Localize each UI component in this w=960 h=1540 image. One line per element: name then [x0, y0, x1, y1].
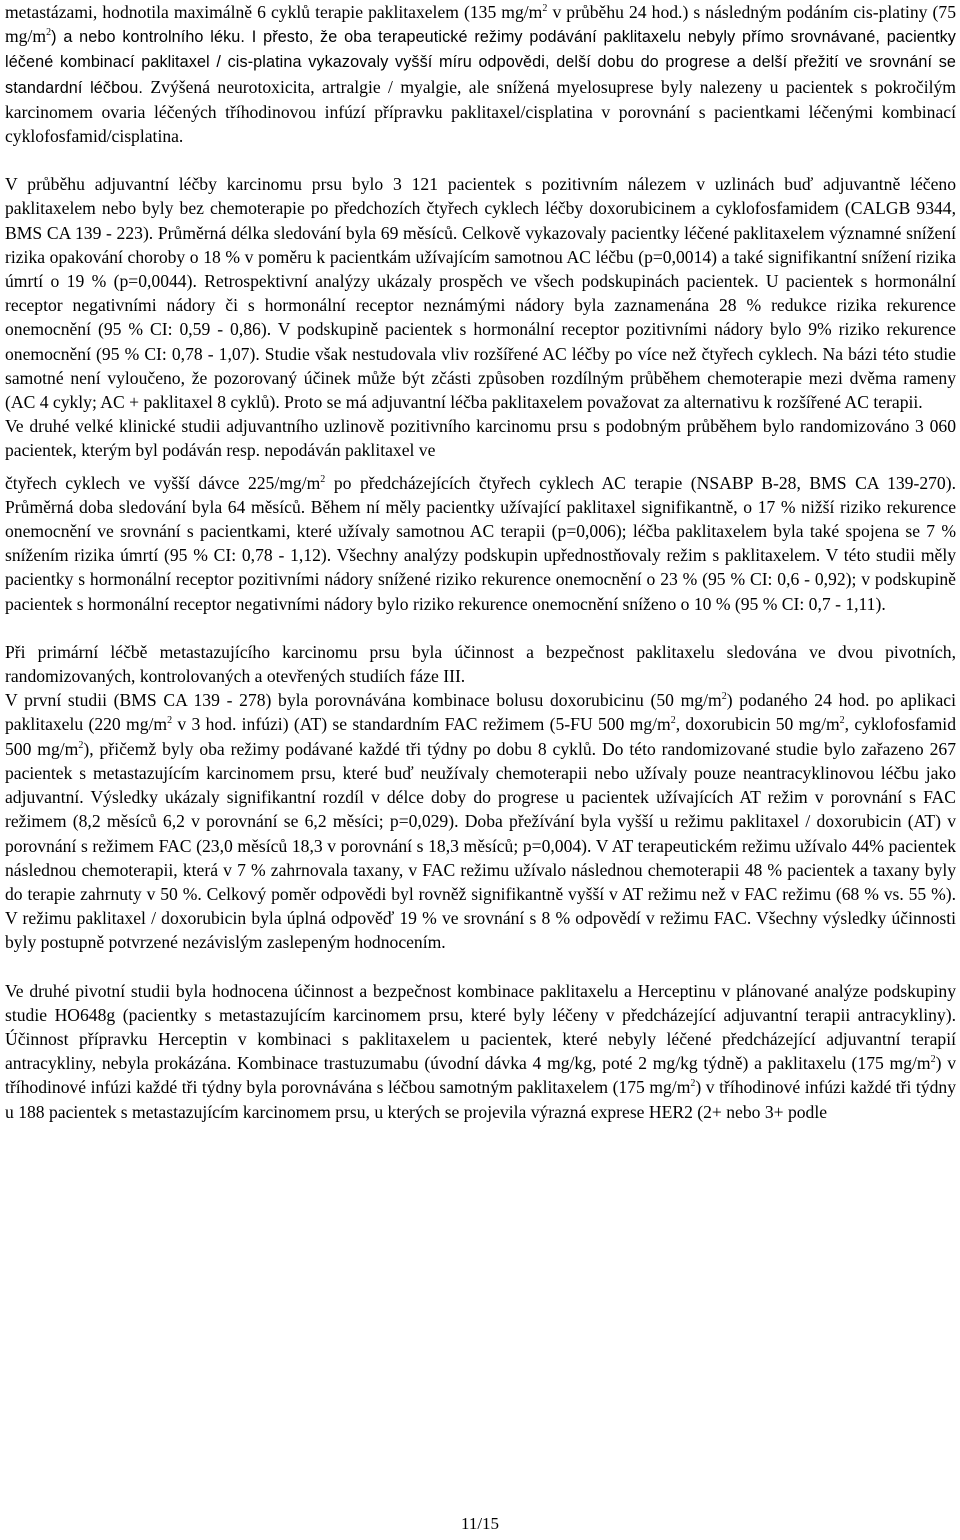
superscript: 2 — [721, 691, 727, 703]
paragraph-adjuvant-nsabp-cont — [5, 471, 956, 616]
text-span: V první studii (BMS CA 139 - 278) byla porovnávána kombinace bolusu doxorubicinu (50 mg/m — [5, 690, 722, 711]
page-number: 11/15 — [460, 1514, 500, 1533]
paragraph-adjuvant-nsabp — [5, 414, 956, 462]
superscript: 2 — [690, 1078, 696, 1090]
paragraph-gap — [5, 463, 956, 471]
superscript: 2 — [46, 27, 52, 39]
text-span: Zvýšená neurotoxicita, artralgie / myalgie, ale snížená myelosuprese byly nalezeny u pacientek s pokročilým karcinomem ovaria léčených tříhodinovou infúzí přípravku paklitaxel/cisplatina v porovnání s pacientkami léčenými kombinací cyklofosfamid/cisplatina. — [5, 76, 956, 147]
superscript: 2 — [78, 739, 84, 751]
text-span: po předcházejících čtyřech cyklech AC terapie (NSABP B-28, BMS CA 139-270). Průměrná doba sledování byla 64 měsíců. Během ní měly pacientky užívající paklitaxel signifikantně, o 17 % nižší riziko rekurence onemocnění ve srovnání s pacientkami, které užívaly samotnou AC terapii (p=0,006); léčba paklitaxelem byla také spojena se 7 % snížením rizika úmrtí (95 % CI: 0,78 - 1,12). Všechny analýzy podskupin upřednostňovaly režim s paklitaxelem. V této studii měly pacientky s hormonální receptor pozitivními nádory snížené riziko rekurence onemocnění o 23 % (95 % CI: 0,6 - 0,92); v podskupině pacientek s hormonální receptor negativními nádory bylo riziko rekurence onemocnění sníženo o 10 % (95 % CI: 0,7 - 1,11). — [5, 472, 956, 614]
text-span: ), přičemž byly oba režimy podávané každé tři týdny po dobu 8 cyklů. Do této randomizované studie bylo zařazeno 267 pacientek s metastazujícím karcinomem prsu, které buď neužívaly chemoterapii nebo užívaly pouze neantracyklinovou léčbu jako adjuvantní. Výsledky ukázaly signifikantní rozdíl v délce doby do progrese u pacientek užívajících AT režim v porovnání s FAC režimem (8,2 měsíců 6,2 v porovnání se 6,2 měsíci; p=0,029). Doba přežívání byla vyšší u režimu paklitaxel / doxorubicin (AT) v porovnání s režimem FAC (23,0 měsíců 18,3 v porovnání s 18,3 měsíců; p=0,004). V AT terapeutickém režimu užívalo 44% pacientek následnou chemoterapii, která v 7 % zahrnovala taxany, v FAC režimu užívalo následnou chemoterapii 48 % pacientek a taxany byly do terapie zahrnuty v 50 %. Celkový poměr odpovědi byl rovněž signifikantně vyšší v AT režimu než v FAC režimu (68 % vs. 55 %). V režimu paklitaxel / doxorubicin byla úplná odpověď 19 % ve srovnání s 8 % odpovědí v režimu FAC. Všechny výsledky účinnosti byly postupně potvrzené nezávislým zaslepeným hodnocením. — [5, 738, 956, 953]
paragraph-gap — [5, 955, 956, 979]
superscript: 2 — [839, 715, 845, 727]
document-page — [5, 0, 956, 1124]
superscript: 2 — [670, 715, 676, 727]
text-span: v průběhu 24 hod.) s následným podáním cis-platiny (75 mg/m — [5, 2, 956, 47]
text-span: ) v tříhodinové infúzi každé tři týdny u 188 pacientek s metastazujícím karcinomem prsu, u kterých se projevila výrazná exprese HER2 (2+ nebo 3+ podle — [5, 1077, 956, 1122]
text-span: ) podaného 24 hod. po aplikaci paklitaxelu (220 mg/m — [5, 690, 956, 735]
paragraph-gap — [5, 616, 956, 640]
text-span: metastázami, hodnotila maximálně 6 cyklů terapie paklitaxelem (135 mg/m — [5, 2, 543, 22]
paragraph-gap — [5, 148, 956, 172]
paragraph-second-study — [5, 979, 956, 1124]
paragraph-ovarian-carcinoma — [5, 0, 956, 148]
text-span-sans: ) a nebo kontrolního léku. I přesto, že oba terapeutické režimy podávání paklitaxelu nebyly přímo srovnávané, pacientky léčené kombinací paklitaxel / cis-platina vykazovaly vyšší míru odpovědi, delší dobu do progrese a delší přežití ve srovnání se standardní léčbou. — [5, 28, 956, 97]
text-span: V průběhu adjuvantní léčby karcinomu prsu bylo 3 121 pacientek s pozitivním nálezem v uzlinách buď adjuvantně léčeno paklitaxelem nebo byly bez chemoterapie po předchozích čtyřech cyklech léčby doxorubicinem a cyklofosfamidem (CALGB 9344, BMS CA 139 - 223). Průměrná délka sledování byla 69 měsíců. Celkově vykazovaly pacientky léčené paklitaxelem významné snížení rizika opakování choroby o 18 % v poměru k pacientkám užívajícím samotnou AC léčbu (p=0,0014) a také signifikantní snížení rizika úmrtí o 19 % (p=0,0044). Retrospektivní analýzy ukázaly prospěch ve všech podskupinách pacientek. U pacientek s hormonální receptor negativními nádory či s hormonální receptor neznámými nádory byla zaznamenána 28 % redukce rizika rekurence onemocnění (95 % CI: 0,59 - 0,86). V podskupině pacientek s hormonální receptor pozitivními nádory bylo 9% riziko rekurence onemocnění (95 % CI: 0,78 - 1,07). Studie však nestudovala vliv rozšířené AC léčby po více než čtyřech cyklech. Na bázi této studie samotné není vyloučeno, že pozorovaný účinek může být zčásti způsoben rozdílným průběhem chemoterapie mezi dvěma rameny (AC 4 cykly; AC + paklitaxel 8 cyklů). Proto se má adjuvantní léčba paklitaxelem považovat za alternativu k rozšířené AC terapii. — [5, 174, 956, 413]
text-span: ) v tříhodinové infúzi každé tři týdny byla porovnávána s léčbou samotným paklitaxelem (175 mg/m — [5, 1053, 956, 1098]
text-span: Ve druhé pivotní studii byla hodnocena účinnost a bezpečnost kombinace paklitaxelu a Herceptinu v plánované analýze podskupiny studie HO648g (pacientky s metastazujícím karcinomem prsu, které byly léčeny v předcházející adjuvantní terapii antracykliny). Účinnost přípravku Herceptin v kombinaci s paklitaxelem u pacientek, které nebyly léčené předcházející adjuvantní terapií antracykliny, nebyla prokázána. Kombinace trastuzumabu (úvodní dávka 4 mg/kg, poté 2 mg/kg týdně) a paklitaxelu (175 mg/m — [5, 980, 956, 1074]
text-span: Při primární léčbě metastazujícího karcinomu prsu byla účinnost a bezpečnost paklitaxelu sledována ve dvou pivotních, randomizovaných, kontrolovaných a otevřených studiích fáze III. — [5, 641, 956, 687]
text-span: čtyřech cyklech ve vyšší dávce 225/mg/m — [5, 472, 321, 493]
text-span: Ve druhé velké klinické studii adjuvantního uzlinově pozitivního karcinomu prsu s podobným průběhem bylo randomizováno 3 060 pacientek, kterým byl podáván resp. nepodáván paklitaxel ve — [5, 416, 956, 461]
paragraph-metastatic-intro — [5, 640, 956, 688]
text-span: , doxorubicin 50 mg/m — [675, 714, 840, 735]
superscript: 2 — [320, 473, 326, 485]
superscript: 2 — [167, 715, 173, 727]
superscript: 2 — [542, 3, 548, 15]
paragraph-adjuvant-calgb — [5, 172, 956, 414]
text-span: v 3 hod. infúzi) (AT) se standardním FAC režimem (5-FU 500 mg/m — [172, 714, 671, 735]
paragraph-first-study — [5, 688, 956, 954]
text-span: , cyklofosfamid 500 mg/m — [5, 714, 956, 759]
superscript: 2 — [930, 1054, 936, 1066]
